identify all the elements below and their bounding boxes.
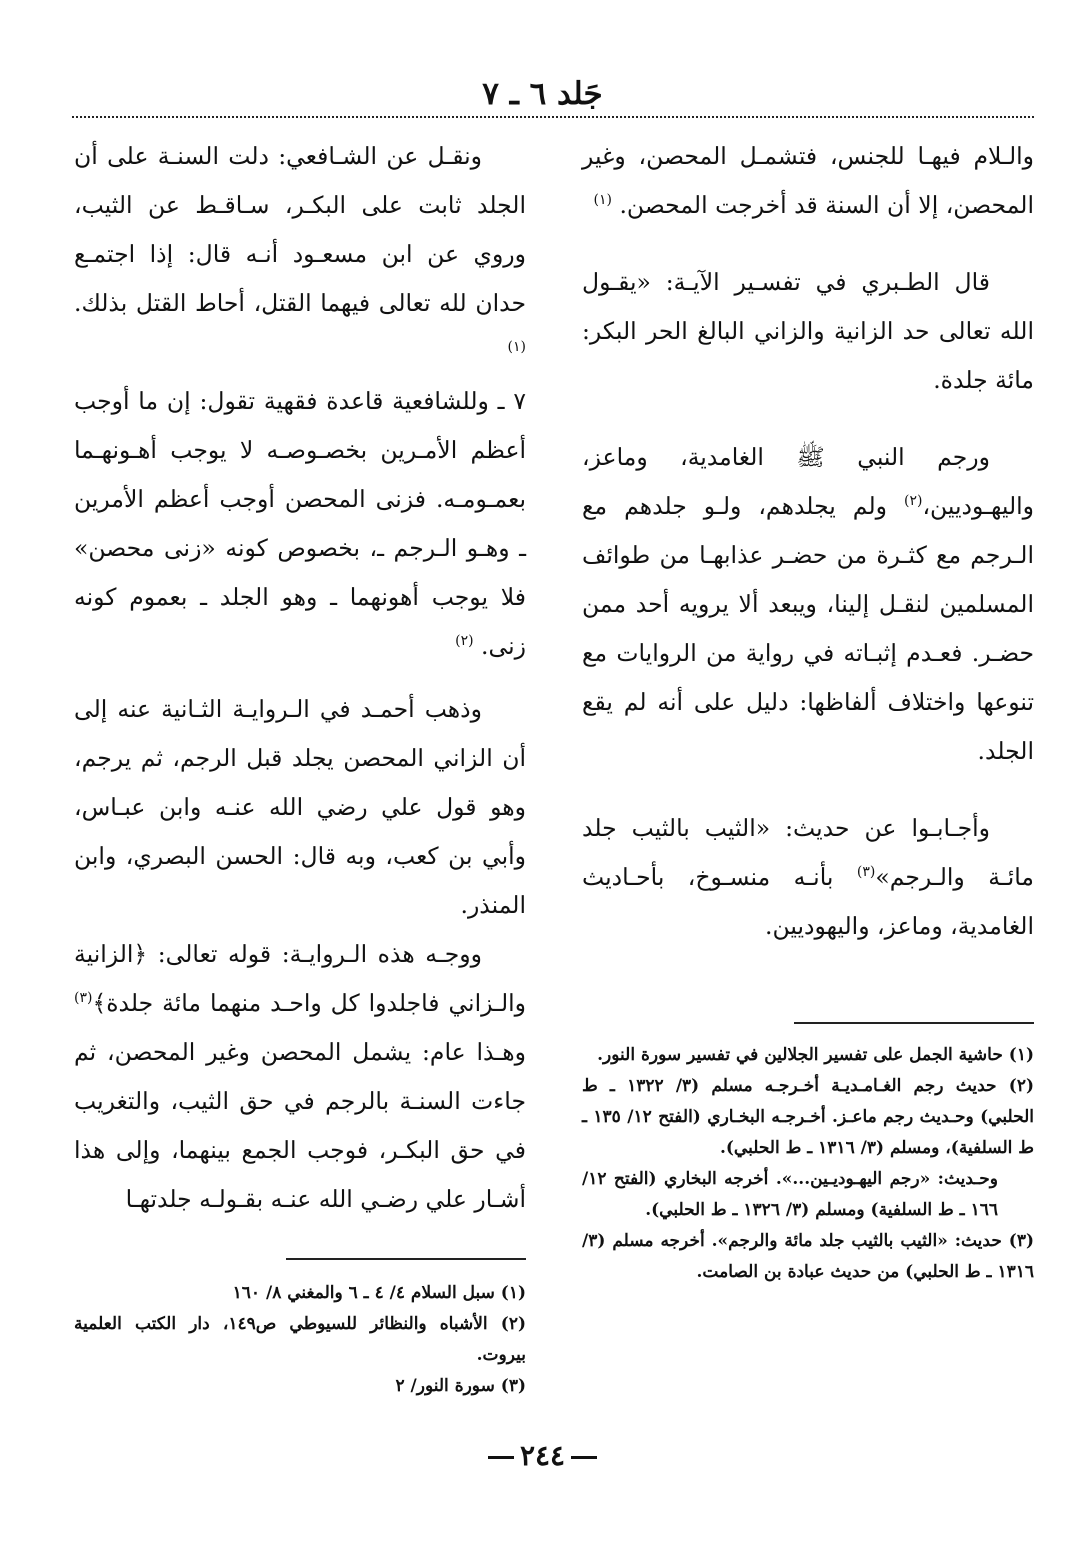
paragraph [582,433,1034,776]
footnote-marker: (١) [507,339,526,356]
paragraph-text: بأنـه منسـوخ، بأحـاديث الغامدية، وماعز، واليهوديين. [582,863,1034,940]
paragraph-text: ووجـه هذه الـروايـة: قوله تعالى: ﴿الزانية والـزاني فاجلدوا كل واحـد منهما مائة جلدة﴾ [74,940,526,1017]
footnote-marker: (٣) [74,990,93,1007]
footnote: (٢) الأشباه والنظائر للسيوطي ص١٤٩، دار الكتب العلمية بيروت. [74,1314,527,1365]
paragraph-text: والـلام فيهـا للجنس، فتشمـل المحصن، وغير المحصن، إلا أن السنة قد أخرجت المحصن. [582,142,1034,219]
paragraph [582,132,1034,230]
paragraph-text: ولم يجلدهم، ولـو جلدهم مع الـرجم مع كثـرة من حضـر عذابهـا من طوائف المسلمين لنقـل إلينا، ويبعد ألا يرويه أحد ممن حضـر. فعـدم إثبـاته في رواية من الروايات مع تنوعها واختلاف ألفاظها: دليل على أنه لم يقع الجلد. [582,492,1034,765]
paragraph [74,132,526,377]
paragraph-text: ونقـل عن الشـافعي: دلت السنـة على أن الجلد ثابت على البكـر، سـاقـط عن الثيب، وروي عن ابن مسعـود أنـه قال: إذا اجتمـع حدان لله تعالى فيهما القتل، أحاط القتل بذلك. [74,142,526,317]
footnote-marker: (٢) [455,633,474,650]
page-number-text: ٢٤٤ [519,1439,566,1472]
footnote: (١) سبل السلام ٤/ ٤ ـ ٦ والمغني ٨/ ١٦٠ [232,1283,526,1303]
paragraph-text: ورجم النبي ﷺ الغامدية، وماعز، واليهـوديين، [582,443,1034,520]
right-footnotes [582,1040,1034,1288]
page-number-dash [488,1456,514,1459]
paragraph-text: وهـذا عام: يشمل المحصن وغير المحصن، ثم جاءت السنـة بالرجم في حق الثيب، والتغريب في حق البكـر، فوجب الجمع بينهما، وإلى هذا أشـار علي رضـي الله عنـه بقـولـه جلدتهـا [74,1038,526,1213]
right-column [582,132,1034,951]
footnote-separator [794,1022,1034,1024]
footnote: (١) حاشية الجمل على تفسير الجلالين في تفسير سورة النور. [597,1045,1034,1065]
page-number-dash [571,1456,597,1459]
running-header: جَلد ٦ ـ ٧ [482,76,603,112]
footnote-marker: (١) [593,192,612,209]
paragraph-text: ٧ ـ وللشافعية قاعدة فقهية تقول: إن ما أوجب أعظم الأمـرين بخصـوصـه لا يوجب أهـونهـما بعمـومـه. فزنى المحصن أوجب أعظم الأمرين ـ وهـو الـرجم ـ، بخصوص كونه «زنى محصن» فلا يوجب أهونهما ـ وهو الجلد ـ بعموم كونه زنى. [74,387,526,660]
footnote: (٣) سورة النور/ ٢ [395,1376,526,1396]
left-column [74,132,526,1224]
header-dotted-rule [72,116,1034,118]
footnote-marker: (٣) [856,864,876,881]
left-footnotes [74,1278,526,1402]
paragraph [74,377,526,671]
paragraph-text: وذهب أحمـد في الـروايـة الثـانية عنه إلى أن الزاني المحصن يجلد قبل الرجم، ثم يرجم، وهو قول علي رضي الله عنـه وابن عبـاس، وأبي بن كعب، وبه قال: الحسن البصري، وابن المنذر. [74,695,526,919]
paragraph [582,258,1034,405]
page-number [0,1438,1085,1474]
paragraph [74,685,526,930]
footnote-marker: (٢) [903,493,923,510]
paragraph [582,804,1034,951]
footnote: (٣) حديث: «الثيب بالثيب جلد مائة والرجم». أخرجه مسلم (٣/ ١٣١٦ ـ ط الحلبي) من حديث عبادة بن الصامت. [582,1231,1034,1282]
footnote: (٢) حديث رجم الغـامـديـة أخـرجـه مسلم (٣/ ١٣٢٢ ـ ط الحلبي) وحـديث رجم ماعـز. أخـرجـه البخـاري (الفتح ١٢/ ١٣٥ ـ ط السلفية)، ومسلم (٣/ ١٣١٦ ـ ط الحلبي). [582,1076,1034,1158]
footnote: وحـديث: «رجم اليهـوديـين...». أخرجه البخاري (الفتح ١٢/ ١٦٦ ـ ط السلفية) ومسلم (٣/ ١٣٢٦ ـ ط الحلبي). [582,1169,998,1220]
paragraph [74,930,526,1224]
paragraph-text: وأجـابـوا عن حديث: «الثيب بالثيب جلد مائـة والـرجم» [582,814,1034,891]
paragraph-text: قال الطـبري في تفسـير الآيـة: «يقـول الله تعالى حد الزانية والزاني البالغ الحر البكر: مائة جلدة. [582,268,1034,394]
footnote-separator [286,1258,526,1260]
